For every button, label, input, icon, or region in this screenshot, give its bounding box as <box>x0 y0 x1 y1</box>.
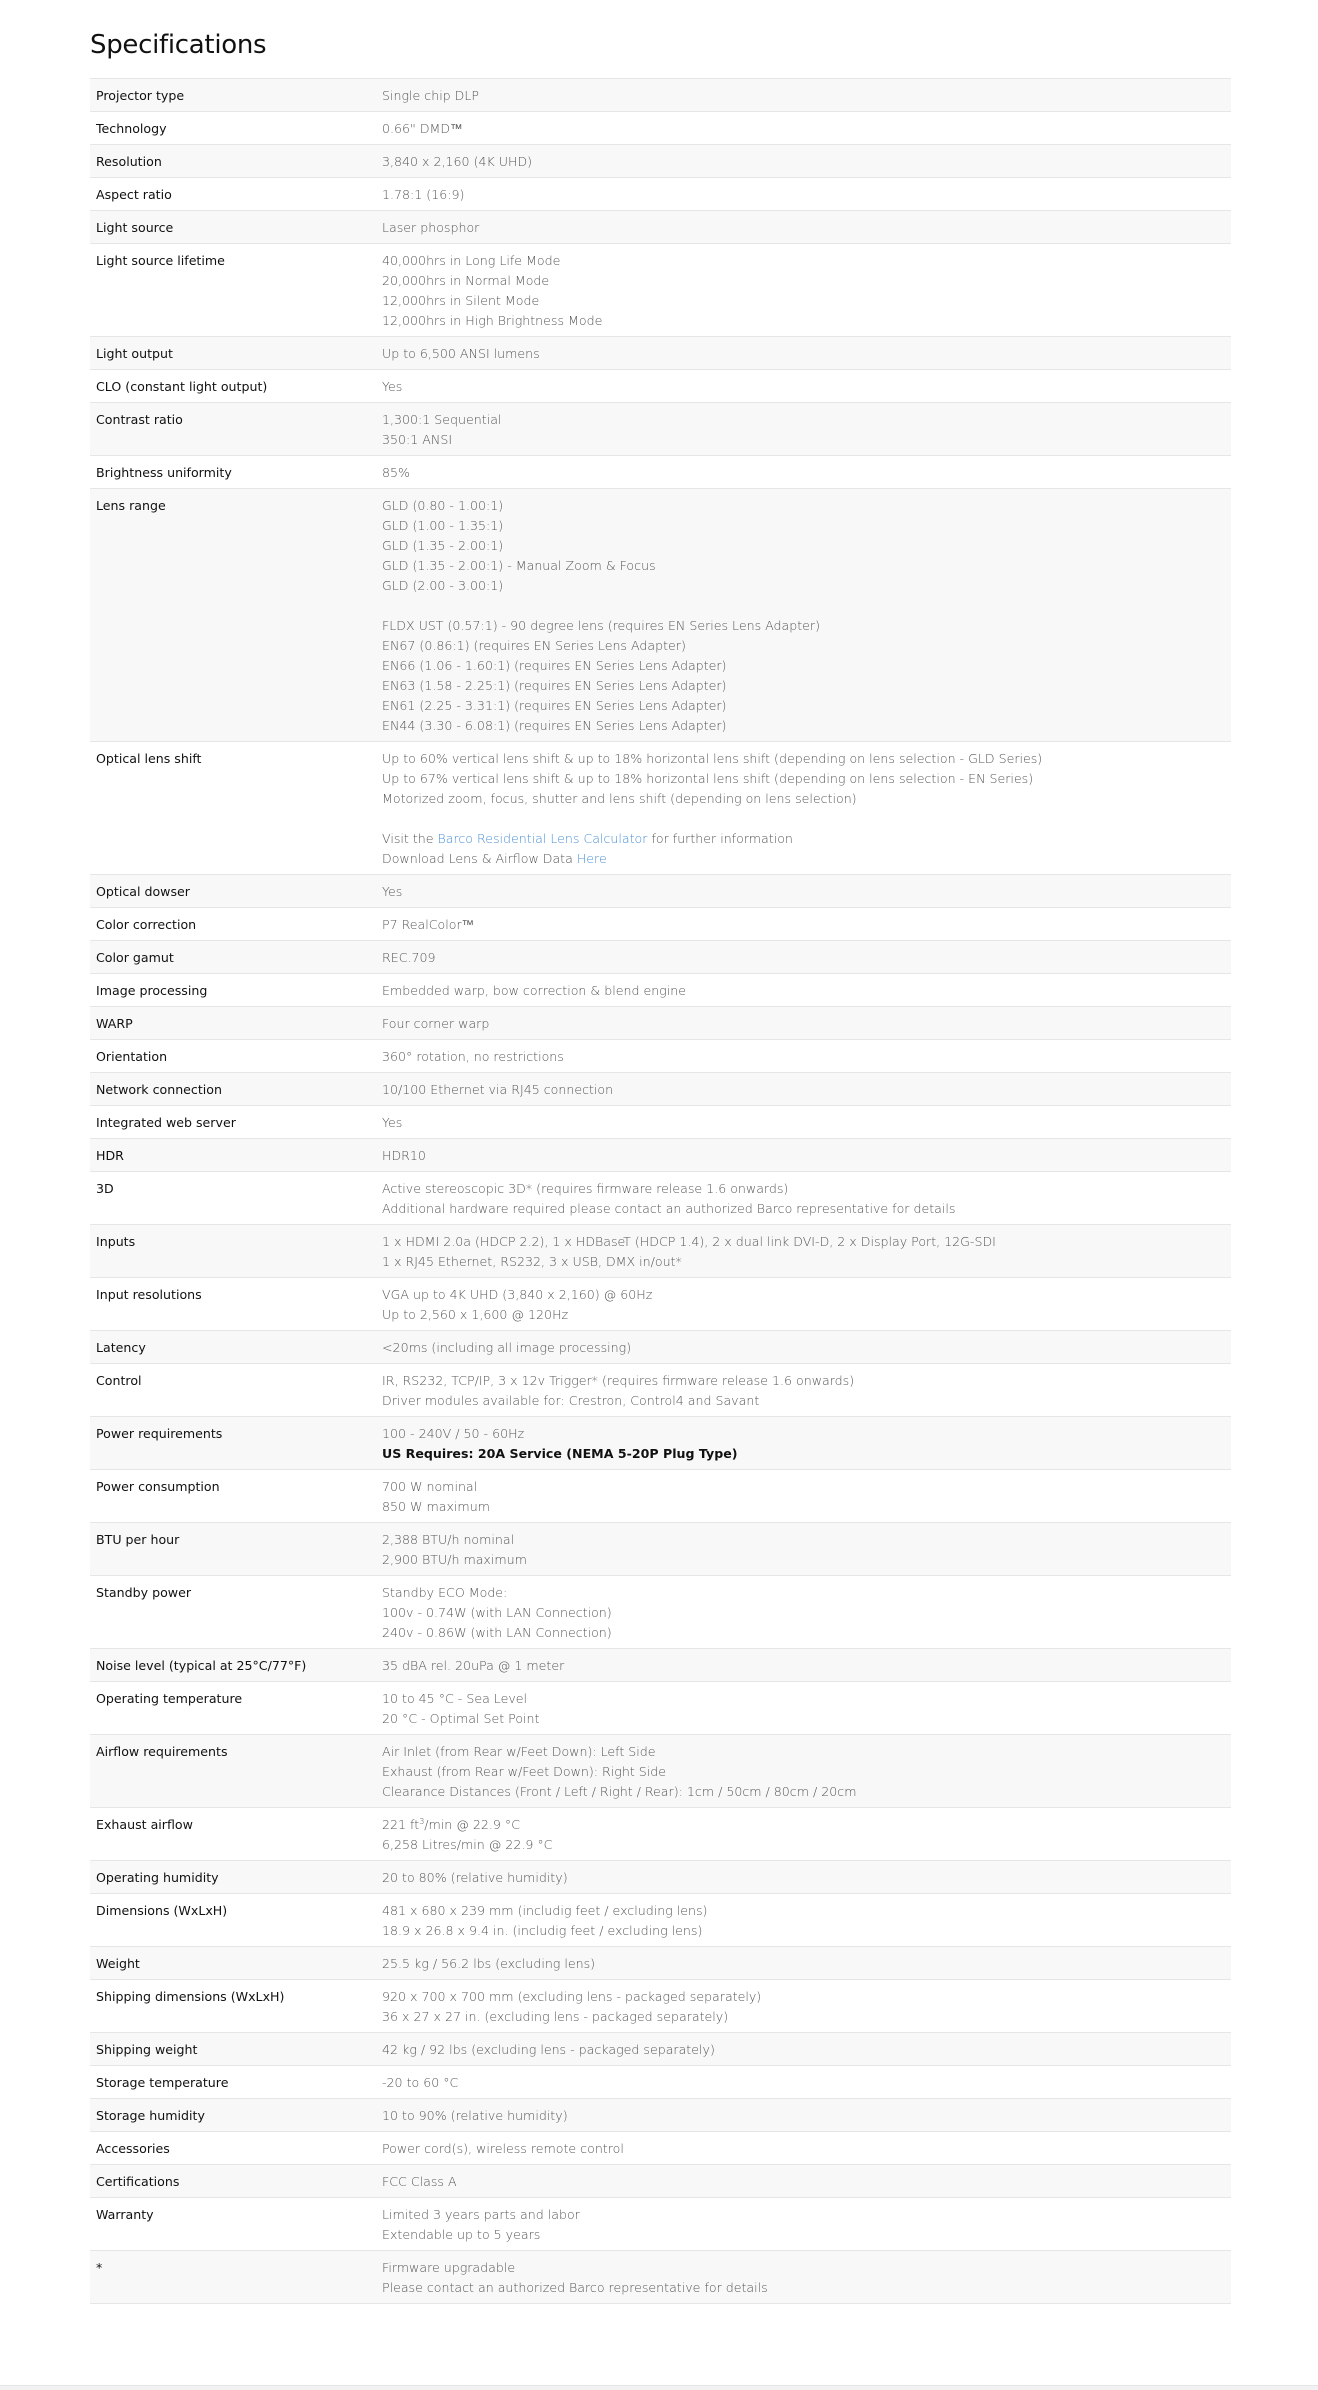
spec-row-storage-humidity <box>90 2099 1231 2132</box>
spec-row-color-gamut <box>90 941 1231 974</box>
spec-label: BTU per hour <box>90 1523 376 1576</box>
spec-value <box>376 875 1231 908</box>
spec-row-exhaust-airflow <box>90 1808 1231 1861</box>
spec-value-line: 10 to 45 °C - Sea Level <box>382 1691 528 1706</box>
download-data-link[interactable]: Here <box>576 851 607 866</box>
spec-value-line: Additional hardware required please contact an authorized Barco representative for details <box>382 1201 956 1216</box>
spec-value <box>376 1682 1231 1735</box>
spec-value-line: 920 x 700 x 700 mm (excluding lens - packaged separately) <box>382 1989 762 2004</box>
spec-value-line: GLD (1.35 - 2.00:1) <box>382 538 504 553</box>
spec-label: * <box>90 2251 376 2304</box>
spec-value <box>376 1470 1231 1523</box>
spec-value-line: FLDX UST (0.57:1) - 90 degree lens (requires EN Series Lens Adapter) <box>382 618 821 633</box>
spec-row-btu-per-hour <box>90 1523 1231 1576</box>
spec-value-line: 2,388 BTU/h nominal <box>382 1532 515 1547</box>
spec-value-line: 1.78:1 (16:9) <box>382 187 465 202</box>
spec-row-power-requirements <box>90 1417 1231 1470</box>
spec-label: Integrated web server <box>90 1106 376 1139</box>
spec-label: Color gamut <box>90 941 376 974</box>
spec-value <box>376 1735 1231 1808</box>
spec-label: Storage temperature <box>90 2066 376 2099</box>
spec-value-line: 20,000hrs in Normal Mode <box>382 273 550 288</box>
spec-value-line: Up to 60% vertical lens shift & up to 18% horizontal lens shift (depending on lens selection - GLD Series) <box>382 751 1043 766</box>
spec-value-line: GLD (0.80 - 1.00:1) <box>382 498 504 513</box>
spec-value <box>376 1576 1231 1649</box>
spec-value <box>376 2033 1231 2066</box>
spec-value <box>376 941 1231 974</box>
spec-row-projector-type <box>90 79 1231 112</box>
spec-row-latency <box>90 1331 1231 1364</box>
spec-row-optical-dowser <box>90 875 1231 908</box>
spec-value-line: 20 °C - Optimal Set Point <box>382 1711 540 1726</box>
spec-label: WARP <box>90 1007 376 1040</box>
spec-row-shipping-weight <box>90 2033 1231 2066</box>
spec-value <box>376 1947 1231 1980</box>
spec-row-shipping-dimensions-wxlxh <box>90 1980 1231 2033</box>
spec-label: Control <box>90 1364 376 1417</box>
spec-value <box>376 2251 1231 2304</box>
spec-value-line: 2,900 BTU/h maximum <box>382 1552 527 1567</box>
spec-label: Resolution <box>90 145 376 178</box>
spec-label: Dimensions (WxLxH) <box>90 1894 376 1947</box>
spec-value-line: Active stereoscopic 3D* (requires firmware release 1.6 onwards) <box>382 1181 789 1196</box>
spec-value-line: 360° rotation, no restrictions <box>382 1049 564 1064</box>
spec-value-line: 1 x HDMI 2.0a (HDCP 2.2), 1 x HDBaseT (HDCP 1.4), 2 x dual link DVI-D, 2 x Display Port, 12G-SDI <box>382 1234 996 1249</box>
spec-label: Optical dowser <box>90 875 376 908</box>
spec-value-line: Up to 6,500 ANSI lumens <box>382 346 540 361</box>
spec-label: Shipping weight <box>90 2033 376 2066</box>
spec-value-line: 700 W nominal <box>382 1479 478 1494</box>
spec-value <box>376 1808 1231 1861</box>
spec-value-text: /min @ 22.9 °C <box>424 1817 521 1832</box>
spec-label: Latency <box>90 1331 376 1364</box>
spec-label: Certifications <box>90 2165 376 2198</box>
spec-value-line: GLD (2.00 - 3.00:1) <box>382 578 504 593</box>
spec-label: Brightness uniformity <box>90 456 376 489</box>
spec-row-brightness-uniformity <box>90 456 1231 489</box>
spec-value-line: Please contact an authorized Barco representative for details <box>382 2280 768 2295</box>
spec-row-operating-humidity <box>90 1861 1231 1894</box>
spec-value-line: 6,258 Litres/min @ 22.9 °C <box>382 1837 553 1852</box>
lens-calculator-line <box>382 829 1225 849</box>
spec-value-line: 100 - 240V / 50 - 60Hz <box>382 1426 525 1441</box>
spec-value-line: EN67 (0.86:1) (requires EN Series Lens Adapter) <box>382 638 686 653</box>
spec-row-dimensions-wxlxh <box>90 1894 1231 1947</box>
spec-row-light-source-lifetime <box>90 244 1231 337</box>
spec-value-line: HDR10 <box>382 1148 426 1163</box>
spec-value-line: GLD (1.00 - 1.35:1) <box>382 518 504 533</box>
spec-label: Storage humidity <box>90 2099 376 2132</box>
spec-value-line: 42 kg / 92 lbs (excluding lens - packaged separately) <box>382 2042 715 2057</box>
spec-row-light-source <box>90 211 1231 244</box>
spec-value-line: Power cord(s), wireless remote control <box>382 2141 624 2156</box>
spec-row-orientation <box>90 1040 1231 1073</box>
spec-value <box>376 403 1231 456</box>
download-data-line <box>382 849 1225 869</box>
spec-row-network-connection <box>90 1073 1231 1106</box>
spec-value-line: Standby ECO Mode: <box>382 1585 508 1600</box>
spec-value <box>376 79 1231 112</box>
spec-value <box>376 1364 1231 1417</box>
spec-label: Orientation <box>90 1040 376 1073</box>
spec-value-line: EN66 (1.06 - 1.60:1) (requires EN Series Lens Adapter) <box>382 658 727 673</box>
spec-label: Technology <box>90 112 376 145</box>
spec-row-storage-temperature <box>90 2066 1231 2099</box>
spec-row-warranty <box>90 2198 1231 2251</box>
spec-value-line: EN44 (3.30 - 6.08:1) (requires EN Series Lens Adapter) <box>382 718 727 733</box>
spec-value-line: Embedded warp, bow correction & blend engine <box>382 983 686 998</box>
spec-label: 3D <box>90 1172 376 1225</box>
spec-label: Aspect ratio <box>90 178 376 211</box>
spec-value-line: Motorized zoom, focus, shutter and lens shift (depending on lens selection) <box>382 791 857 806</box>
spec-row-certifications <box>90 2165 1231 2198</box>
spec-value-line: FCC Class A <box>382 2174 457 2189</box>
spec-value-line: 3,840 x 2,160 (4K UHD) <box>382 154 533 169</box>
spec-label: Light source <box>90 211 376 244</box>
spec-value-line: Four corner warp <box>382 1016 490 1031</box>
spec-value-line: 240v - 0.86W (with LAN Connection) <box>382 1625 612 1640</box>
spec-row-resolution <box>90 145 1231 178</box>
spec-value-line: 10/100 Ethernet via RJ45 connection <box>382 1082 614 1097</box>
spec-value-line: 481 x 680 x 239 mm (includig feet / excluding lens) <box>382 1903 708 1918</box>
spec-row-integrated-web-server <box>90 1106 1231 1139</box>
specifications-section <box>90 0 1231 2304</box>
spec-label: Operating humidity <box>90 1861 376 1894</box>
spec-value <box>376 1172 1231 1225</box>
spec-label: Image processing <box>90 974 376 1007</box>
spec-value <box>376 112 1231 145</box>
spec-value <box>376 1007 1231 1040</box>
spec-value <box>376 178 1231 211</box>
spec-value <box>376 456 1231 489</box>
spec-value-line: 12,000hrs in Silent Mode <box>382 293 540 308</box>
spec-label: Airflow requirements <box>90 1735 376 1808</box>
spec-value-line: 35 dBA rel. 20uPa @ 1 meter <box>382 1658 565 1673</box>
spec-value-line: Air Inlet (from Rear w/Feet Down): Left Side <box>382 1744 656 1759</box>
spec-label: CLO (constant light output) <box>90 370 376 403</box>
spec-label: Noise level (typical at 25°C/77°F) <box>90 1649 376 1682</box>
spec-row-clo-constant-light-output <box>90 370 1231 403</box>
spec-value-line: Limited 3 years parts and labor <box>382 2207 580 2222</box>
spec-value-line: 85% <box>382 465 410 480</box>
spec-row-control <box>90 1364 1231 1417</box>
lens-calculator-prefix: Visit the <box>382 831 438 846</box>
spec-value-line: 18.9 x 26.8 x 9.4 in. (includig feet / excluding lens) <box>382 1923 703 1938</box>
spec-value-emphasis: US Requires: 20A Service (NEMA 5-20P Plug Type) <box>382 1446 738 1461</box>
spec-value-line: Driver modules available for: Crestron, Control4 and Savant <box>382 1393 760 1408</box>
spec-value-line: <20ms (including all image processing) <box>382 1340 632 1355</box>
spec-label: Accessories <box>90 2132 376 2165</box>
spec-value-line: Clearance Distances (Front / Left / Right / Rear): 1cm / 50cm / 80cm / 20cm <box>382 1784 857 1799</box>
spec-value-line: 1,300:1 Sequential <box>382 412 502 427</box>
spec-value <box>376 742 1231 875</box>
spec-label: Standby power <box>90 1576 376 1649</box>
spec-value-line: Exhaust (from Rear w/Feet Down): Right Side <box>382 1764 666 1779</box>
spec-value <box>376 1040 1231 1073</box>
spec-value-line: EN61 (2.25 - 3.31:1) (requires EN Series Lens Adapter) <box>382 698 727 713</box>
spec-value-line: 25.5 kg / 56.2 lbs (excluding lens) <box>382 1956 596 1971</box>
spec-value-line: 40,000hrs in Long Life Mode <box>382 253 561 268</box>
spec-value <box>376 370 1231 403</box>
spec-value-line: 10 to 90% (relative humidity) <box>382 2108 568 2123</box>
spec-value <box>376 145 1231 178</box>
spec-value-line: 850 W maximum <box>382 1499 490 1514</box>
spec-value <box>376 2198 1231 2251</box>
spec-value-line: -20 to 60 °C <box>382 2075 459 2090</box>
specifications-table <box>90 78 1231 2304</box>
spec-row-noise-level-typical-at-25-c-77-f <box>90 1649 1231 1682</box>
spec-value <box>376 1278 1231 1331</box>
spec-row-contrast-ratio <box>90 403 1231 456</box>
spec-label: Power requirements <box>90 1417 376 1470</box>
spec-value-line: VGA up to 4K UHD (3,840 x 2,160) @ 60Hz <box>382 1287 653 1302</box>
spec-value-line: Laser phosphor <box>382 220 480 235</box>
spec-value-line <box>382 809 1225 829</box>
spec-row-weight <box>90 1947 1231 1980</box>
spec-value-line: 20 to 80% (relative humidity) <box>382 1870 568 1885</box>
spec-value <box>376 1106 1231 1139</box>
spec-label: Exhaust airflow <box>90 1808 376 1861</box>
spec-value <box>376 1861 1231 1894</box>
spec-value-line: GLD (1.35 - 2.00:1) - Manual Zoom & Focus <box>382 558 656 573</box>
spec-value-line: IR, RS232, TCP/IP, 3 x 12v Trigger* (requires firmware release 1.6 onwards) <box>382 1373 855 1388</box>
spec-value <box>376 1523 1231 1576</box>
spec-label: Power consumption <box>90 1470 376 1523</box>
download-data-prefix: Download Lens & Airflow Data <box>382 851 577 866</box>
spec-value <box>376 2165 1231 2198</box>
spec-row-operating-temperature <box>90 1682 1231 1735</box>
spec-value <box>376 1225 1231 1278</box>
spec-label: Light source lifetime <box>90 244 376 337</box>
spec-value <box>376 908 1231 941</box>
spec-value-line: Yes <box>382 379 403 394</box>
spec-row-image-processing <box>90 974 1231 1007</box>
spec-label: Input resolutions <box>90 1278 376 1331</box>
spec-row-color-correction <box>90 908 1231 941</box>
spec-row-input-resolutions <box>90 1278 1231 1331</box>
spec-value <box>376 1980 1231 2033</box>
spec-value-line: Up to 2,560 x 1,600 @ 120Hz <box>382 1307 569 1322</box>
spec-row-airflow-requirements <box>90 1735 1231 1808</box>
lens-calculator-suffix: for further information <box>647 831 793 846</box>
spec-value-line: EN63 (1.58 - 2.25:1) (requires EN Series Lens Adapter) <box>382 678 727 693</box>
spec-value-line: Yes <box>382 884 403 899</box>
spec-label: HDR <box>90 1139 376 1172</box>
spec-row-3d <box>90 1172 1231 1225</box>
spec-row-hdr <box>90 1139 1231 1172</box>
spec-value <box>376 1894 1231 1947</box>
spec-label: Optical lens shift <box>90 742 376 875</box>
spec-row-light-output <box>90 337 1231 370</box>
specifications-table-body <box>90 79 1231 2304</box>
spec-value <box>376 974 1231 1007</box>
spec-value-line: Up to 67% vertical lens shift & up to 18% horizontal lens shift (depending on lens selection - EN Series) <box>382 771 1034 786</box>
spec-value <box>376 1073 1231 1106</box>
spec-row-accessories <box>90 2132 1231 2165</box>
spec-label: Contrast ratio <box>90 403 376 456</box>
spec-value-line <box>382 596 1225 616</box>
spec-row-optical-lens-shift <box>90 742 1231 875</box>
spec-row-inputs <box>90 1225 1231 1278</box>
spec-label: Shipping dimensions (WxLxH) <box>90 1980 376 2033</box>
spec-value-line: 100v - 0.74W (with LAN Connection) <box>382 1605 612 1620</box>
spec-value <box>376 2099 1231 2132</box>
spec-value-line <box>382 1815 1225 1835</box>
page-title: Specifications <box>90 30 267 60</box>
spec-row-power-consumption <box>90 1470 1231 1523</box>
footer-divider <box>0 2385 1318 2390</box>
spec-row-standby-power <box>90 1576 1231 1649</box>
spec-row-warp <box>90 1007 1231 1040</box>
spec-value <box>376 244 1231 337</box>
spec-label: Projector type <box>90 79 376 112</box>
spec-value-line: Single chip DLP <box>382 88 479 103</box>
spec-label: Warranty <box>90 2198 376 2251</box>
spec-value-line: Firmware upgradable <box>382 2260 516 2275</box>
spec-row-technology <box>90 112 1231 145</box>
spec-value <box>376 211 1231 244</box>
spec-value-line: P7 RealColor™ <box>382 917 475 932</box>
spec-row-aspect-ratio <box>90 178 1231 211</box>
spec-label: Lens range <box>90 489 376 742</box>
lens-calculator-link[interactable]: Barco Residential Lens Calculator <box>437 831 648 846</box>
spec-value-line: REC.709 <box>382 950 436 965</box>
spec-label: Light output <box>90 337 376 370</box>
spec-value <box>376 1649 1231 1682</box>
spec-value-line: 0.66" DMD™ <box>382 121 463 136</box>
spec-row-footnote <box>90 2251 1231 2304</box>
spec-value <box>376 1417 1231 1470</box>
spec-value-line: Extendable up to 5 years <box>382 2227 541 2242</box>
spec-value <box>376 489 1231 742</box>
spec-label: Color correction <box>90 908 376 941</box>
spec-label: Weight <box>90 1947 376 1980</box>
spec-value-line: 36 x 27 x 27 in. (excluding lens - packaged separately) <box>382 2009 729 2024</box>
spec-value-line: 350:1 ANSI <box>382 432 453 447</box>
superscript: 3 <box>419 1816 425 1826</box>
spec-value <box>376 2132 1231 2165</box>
spec-value <box>376 1139 1231 1172</box>
spec-label: Inputs <box>90 1225 376 1278</box>
spec-value <box>376 337 1231 370</box>
spec-row-lens-range <box>90 489 1231 742</box>
spec-value-line: 12,000hrs in High Brightness Mode <box>382 313 603 328</box>
spec-label: Network connection <box>90 1073 376 1106</box>
spec-value-line: Yes <box>382 1115 403 1130</box>
spec-label: Operating temperature <box>90 1682 376 1735</box>
spec-value <box>376 2066 1231 2099</box>
spec-value-line: 1 x RJ45 Ethernet, RS232, 3 x USB, DMX in/out* <box>382 1254 682 1269</box>
spec-value <box>376 1331 1231 1364</box>
spec-value-text: 221 ft <box>382 1817 420 1832</box>
